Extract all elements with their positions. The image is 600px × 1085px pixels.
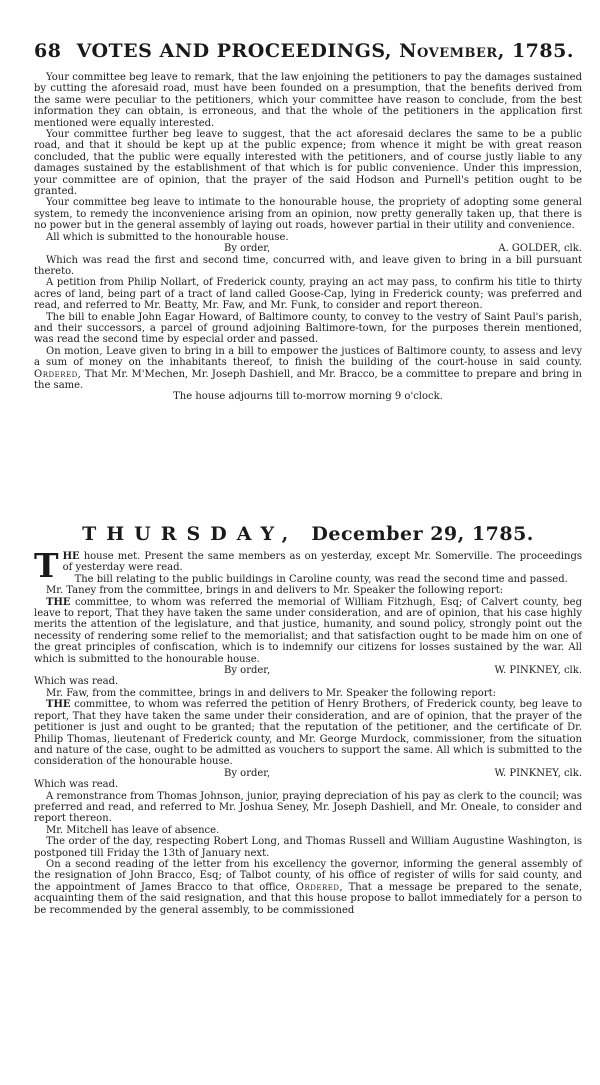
paragraph <box>34 346 582 392</box>
signature-line <box>34 243 582 254</box>
by-order: By order, <box>224 243 271 255</box>
previous-day-section <box>34 72 582 403</box>
running-title: VOTES AND PROCEEDINGS, <box>76 40 393 62</box>
by-order: By order, <box>224 665 271 677</box>
paragraph: Your committee beg leave to intimate to the honourable house, the propriety of adopting some general system, to remedy the inconvenience arising from an opinion, now pretty generally taken up, that there is no power but in the general assembly of laying out roads, however partial in their utility and convenience. <box>34 197 582 232</box>
adjournment-line: The house adjourns till to-morrow morning 9 o'clock. <box>173 391 443 403</box>
text-run: committee, to whom was referred the petition of Henry Brothers, of Frederick county, beg leave to report, That they have taken the same under their consideration, and are of opinion, that the prayer of the petitioner is just and ought to be granted; that the reputation of the petitioner, and the certificate of Dr. Philip Thomas, lieutenant of Frederick county, and Mr. George Murdock, commissioner, from the situation and nature of the case, ought to be admitted as vouchers to support the same. All which is submitted to the consideration of the honourable house. <box>34 699 582 768</box>
clerk-name: W. PINKNEY, clk. <box>494 767 582 779</box>
day-name: THURSDAY, <box>82 523 299 545</box>
day-date: December 29, <box>311 523 465 545</box>
paragraph: Which was read. <box>34 779 119 791</box>
text-run: THE <box>46 699 71 711</box>
text-run: committee, to whom was referred the memorial of William Fitzhugh, Esq; of Calvert county, beg leave to report, That they have taken the same under consideration, and are of opinion, that his case highly merits the attention of the legislature, and that justice, humanity, and sound policy, strongly point out the necessity of rendering some relief to the memorialist; and that satisfaction ought to be made him on one of the great principles of confiscation, which is to indemnify our citizens for losses sustained by the war. All which is submitted to the honourable house. <box>34 596 582 665</box>
paragraph: All which is submitted to the honourable house. <box>46 231 289 243</box>
paragraph: A petition from Philip Nollart, of Frederick county, praying an act may pass, to confirm his title to thirty acres of land, being part of a tract of land called Goose-Cap, lying in Frederick county; was preferred and read, and referred to Mr. Beatty, Mr. Faw, and Mr. Funk, to consider and report thereon. <box>34 277 582 312</box>
thursday-section <box>34 546 583 916</box>
running-head <box>34 40 582 62</box>
paragraph: Mr. Mitchell has leave of absence. <box>46 824 220 836</box>
paragraph: Which was read the first and second time, concurred with, and leave given to bring in a bill pursuant thereto. <box>34 254 582 277</box>
paragraph <box>34 597 582 665</box>
running-year: 1785. <box>511 40 574 62</box>
ordered-keyword: Ordered, <box>295 881 344 893</box>
paragraph: Your committee further beg leave to suggest, that the act aforesaid declares the same to be a public road, and that it should be kept up at the public expence; from whence it might be with great reason concluded, that the public were equally interested with the petitioners, and of course justly liable to any damages sustained by the establishment of that which is for public convenience. Under this impression, your committee are of opinion, that the prayer of the said Hodson and Purnell's petition ought to be granted. <box>34 129 582 198</box>
paragraph: Your committee beg leave to remark, that the law enjoining the petitioners to pay the damages sustained by cutting the aforesaid road, must have been founded on a presumption, that the benefits derived from the same were peculiar to the petitioners, which your committee have reason to conclude, from the best information they can obtain, is erroneous, and that the whole of the petitioners in the application first mentioned were equally interested. <box>34 72 582 129</box>
paragraph: Mr. Faw, from the committee, brings in and delivers to Mr. Speaker the following report: <box>46 687 496 699</box>
paragraph: A remonstrance from Thomas Johnson, junior, praying depreciation of his pay as clerk to the council; was preferred and read, and referred to Mr. Joshua Seney, Mr. Joseph Dashiell, and Mr. Oneale, to consider and report thereon. <box>34 790 582 825</box>
running-month: November, <box>399 40 505 62</box>
signature-line <box>34 768 582 779</box>
text-run: HE <box>62 551 80 562</box>
clerk-name: W. PINKNEY, clk. <box>494 665 582 677</box>
ordered-keyword: Ordered, <box>34 368 82 380</box>
day-heading <box>34 523 582 545</box>
signature-line <box>34 665 582 676</box>
text-run: That Mr. M'Mechen, Mr. Joseph Dashiell, and Mr. Bracco, be a committee to prepare and bring in the same. <box>34 368 582 391</box>
text-run: On motion, Leave given to bring in a bill to empower the justices of Baltimore county, to assess and levy a sum of money on the inhabitants thereof, to finish the building of the court-house in said county. <box>34 345 582 369</box>
paragraph: The bill relating to the public buildings in Caroline county, was read the second time and passed. <box>74 573 568 585</box>
drop-cap: T <box>34 546 59 585</box>
paragraph <box>34 699 582 767</box>
page-number: 68 <box>34 40 62 62</box>
paragraph: Mr. Taney from the committee, brings in and delivers to Mr. Speaker the following report: <box>46 585 504 597</box>
text-run: THE <box>46 596 71 608</box>
paragraph: Which was read. <box>34 676 119 688</box>
by-order: By order, <box>224 767 271 779</box>
clerk-name: A. GOLDER, clk. <box>498 243 582 255</box>
text-run: That a message be prepared to the senate, acquainting them of the said resignation, and that this house propose to ballot immediately for a person to be recommended by the general assembly, to be commissioned <box>34 881 583 916</box>
text-run: house met. Present the same members as on yesterday, except Mr. Somerville. The proceedings of yesterday were read. <box>62 551 582 574</box>
paragraph <box>34 859 582 916</box>
paragraph: The order of the day, respecting Robert Long, and Thomas Russell and William Augustine Washington, is postponed till Friday the 13th of January next. <box>34 836 582 859</box>
text-run: On a second reading of the letter from his excellency the governor, informing the general assembly of the resignation of John Bracco, Esq; of Talbot county, of his office of register of wills for said county, and the appointment of James Bracco to that office, <box>34 858 582 893</box>
paragraph: The bill to enable John Eagar Howard, of Baltimore county, to convey to the vestry of Saint Paul's parish, and their successors, a parcel of ground adjoining Baltimore-town, for the purposes therein mentioned, was read the second time by especial order and passed. <box>34 311 582 346</box>
day-year: 1785. <box>471 523 534 545</box>
